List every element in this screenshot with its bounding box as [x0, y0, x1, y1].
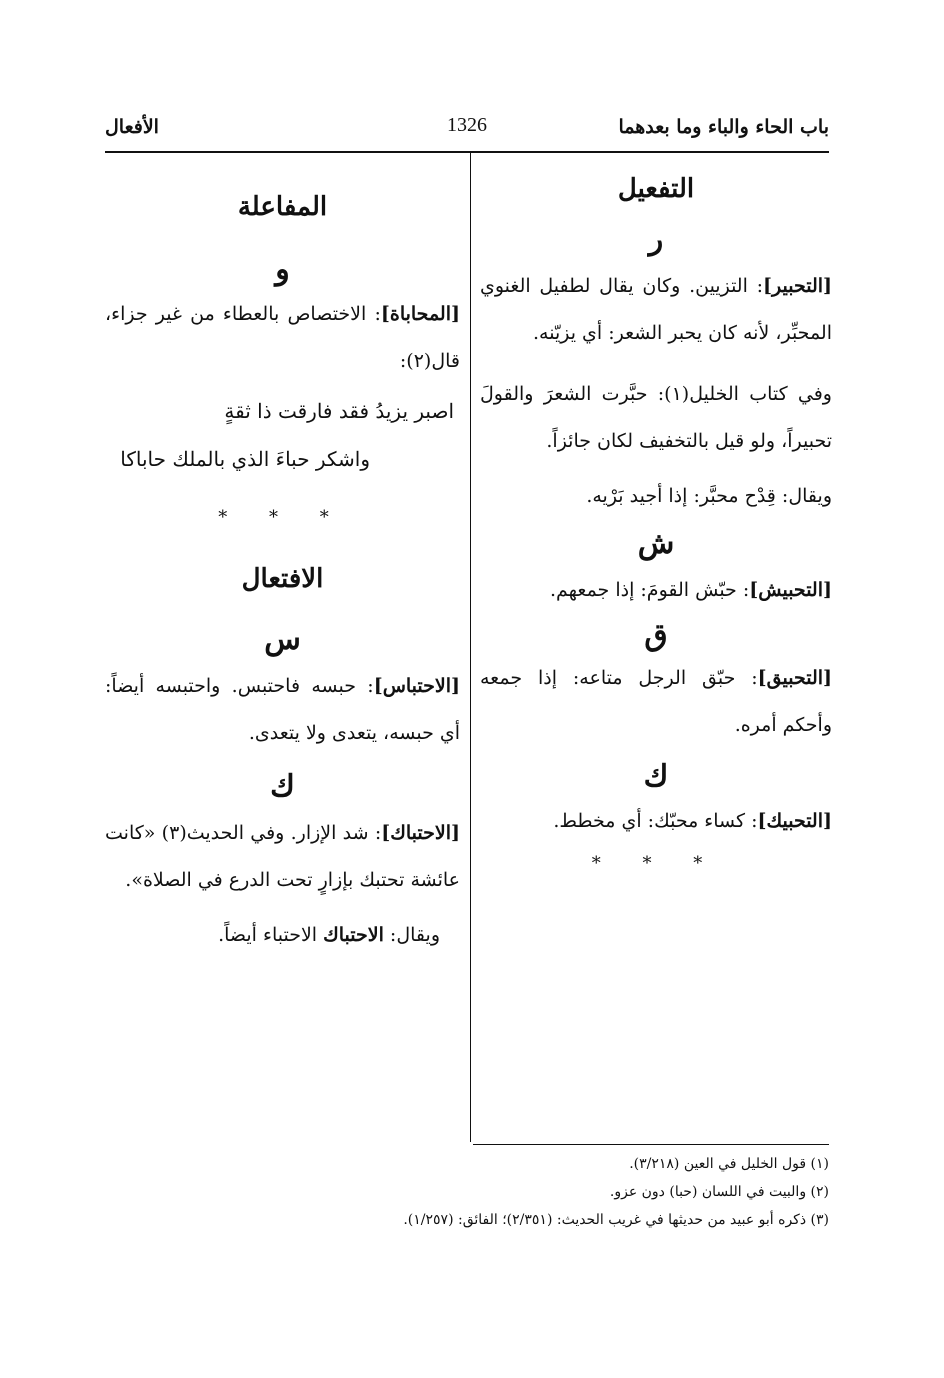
column-divider [470, 152, 471, 1142]
entry-muhabat [105, 291, 460, 385]
entry-text: : حبّش القومَ: إذا جمعهم. [549, 579, 750, 601]
entry-text: : الاختصاص بالعطاء من غير جزاء، قال(٢): [105, 303, 460, 372]
entry-keyword: [التحبيق] [757, 667, 832, 689]
footnote: (٢) والبيت في اللسان (حبا) دون عزو. [609, 1184, 829, 1200]
entry-text: وفي كتاب الخليل(١): حبَّرت الشعرَ والقولَ تحبيراً، ولو قيل بالتخفيف لكان جائزاً. [480, 383, 832, 452]
entry-keyword: [التحبيك] [757, 810, 832, 832]
entry-tahbiq [480, 655, 832, 749]
entry-ihtibak-2 [105, 912, 460, 959]
letter-heading: ر [648, 222, 664, 257]
entry-text: الاحتباء أيضاً. [218, 924, 324, 946]
section-heading: الافتعال [241, 564, 324, 594]
page-number: 1326 [447, 114, 487, 136]
footnote: (٣) ذكره أبو عبيد من حديثها في غريب الحديث: (٢/٣٥١)؛ الفائق: (١/٢٥٧). [403, 1212, 829, 1228]
entry-keyword: [التحبيش] [749, 579, 832, 601]
entry-tahbik [480, 798, 832, 845]
letter-heading: ك [270, 769, 295, 804]
page-header [105, 112, 829, 152]
letter-heading: ك [643, 759, 669, 794]
left-column [105, 152, 460, 959]
entry-text: : كساء محبّك: أي مخطط. [553, 810, 758, 832]
separator-stars: * * * [591, 853, 721, 874]
entry-text: ويقال: قِدْح محبَّر: إذا أجيد بَرْيه. [586, 485, 832, 507]
separator-stars: * * * [218, 507, 347, 528]
footnote-rule [473, 1144, 829, 1145]
entry-keyword: [الاحتباس] [373, 675, 460, 697]
entry-keyword: [الاحتباك] [381, 822, 460, 844]
entry-ihtibak [105, 810, 460, 904]
entry-keyword: الاحتباك [323, 924, 384, 946]
footnotes [105, 1150, 829, 1234]
entry-text: : شد الإزار. وفي الحديث(٣) «كانت عائشة تحتبك بإزارٍ تحت الدرع في الصلاة». [105, 822, 460, 891]
entry-ihtibas [105, 663, 460, 757]
entry-text: ويقال: [383, 924, 440, 946]
entry-tahbir [480, 263, 832, 357]
entry-tahbish [480, 567, 832, 614]
letter-heading: س [264, 622, 301, 657]
entry-keyword: [المحاباة] [380, 303, 460, 325]
chapter-title: باب الحاء والباء وما بعدهما [618, 116, 829, 138]
entry-qidh [480, 473, 832, 520]
section-heading: التفعيل [617, 174, 695, 204]
letter-heading: و [275, 252, 290, 287]
letter-heading: ش [637, 526, 675, 561]
letter-heading: ق [644, 618, 668, 653]
entry-text: : حبّق الرجل متاعه: إذا جمعه وأحكم أمره. [480, 667, 832, 736]
entry-keyword: [التحبير] [763, 275, 832, 297]
entry-text: : التزيين. وكان يقال لطفيل الغنوي المحبِّر، لأنه كان يحبر الشعر: أي يزيّنه. [480, 275, 832, 344]
right-column [480, 152, 832, 874]
section-title: الأفعال [105, 116, 159, 138]
footnote: (١) قول الخليل في العين (٣/٢١٨). [629, 1156, 829, 1172]
verse-line: اصبر يزيدُ فقد فارقت ذا ثقةٍ [224, 399, 454, 423]
entry-khalil [480, 371, 832, 465]
entry-text: : حبسه فاحتبس. واحتبسه أيضاً: أي حبسه، يتعدى ولا يتعدى. [105, 675, 460, 744]
section-heading: المفاعلة [237, 192, 328, 222]
verse-line: واشكر حباءَ الذي بالملك حاباكا [120, 447, 370, 471]
